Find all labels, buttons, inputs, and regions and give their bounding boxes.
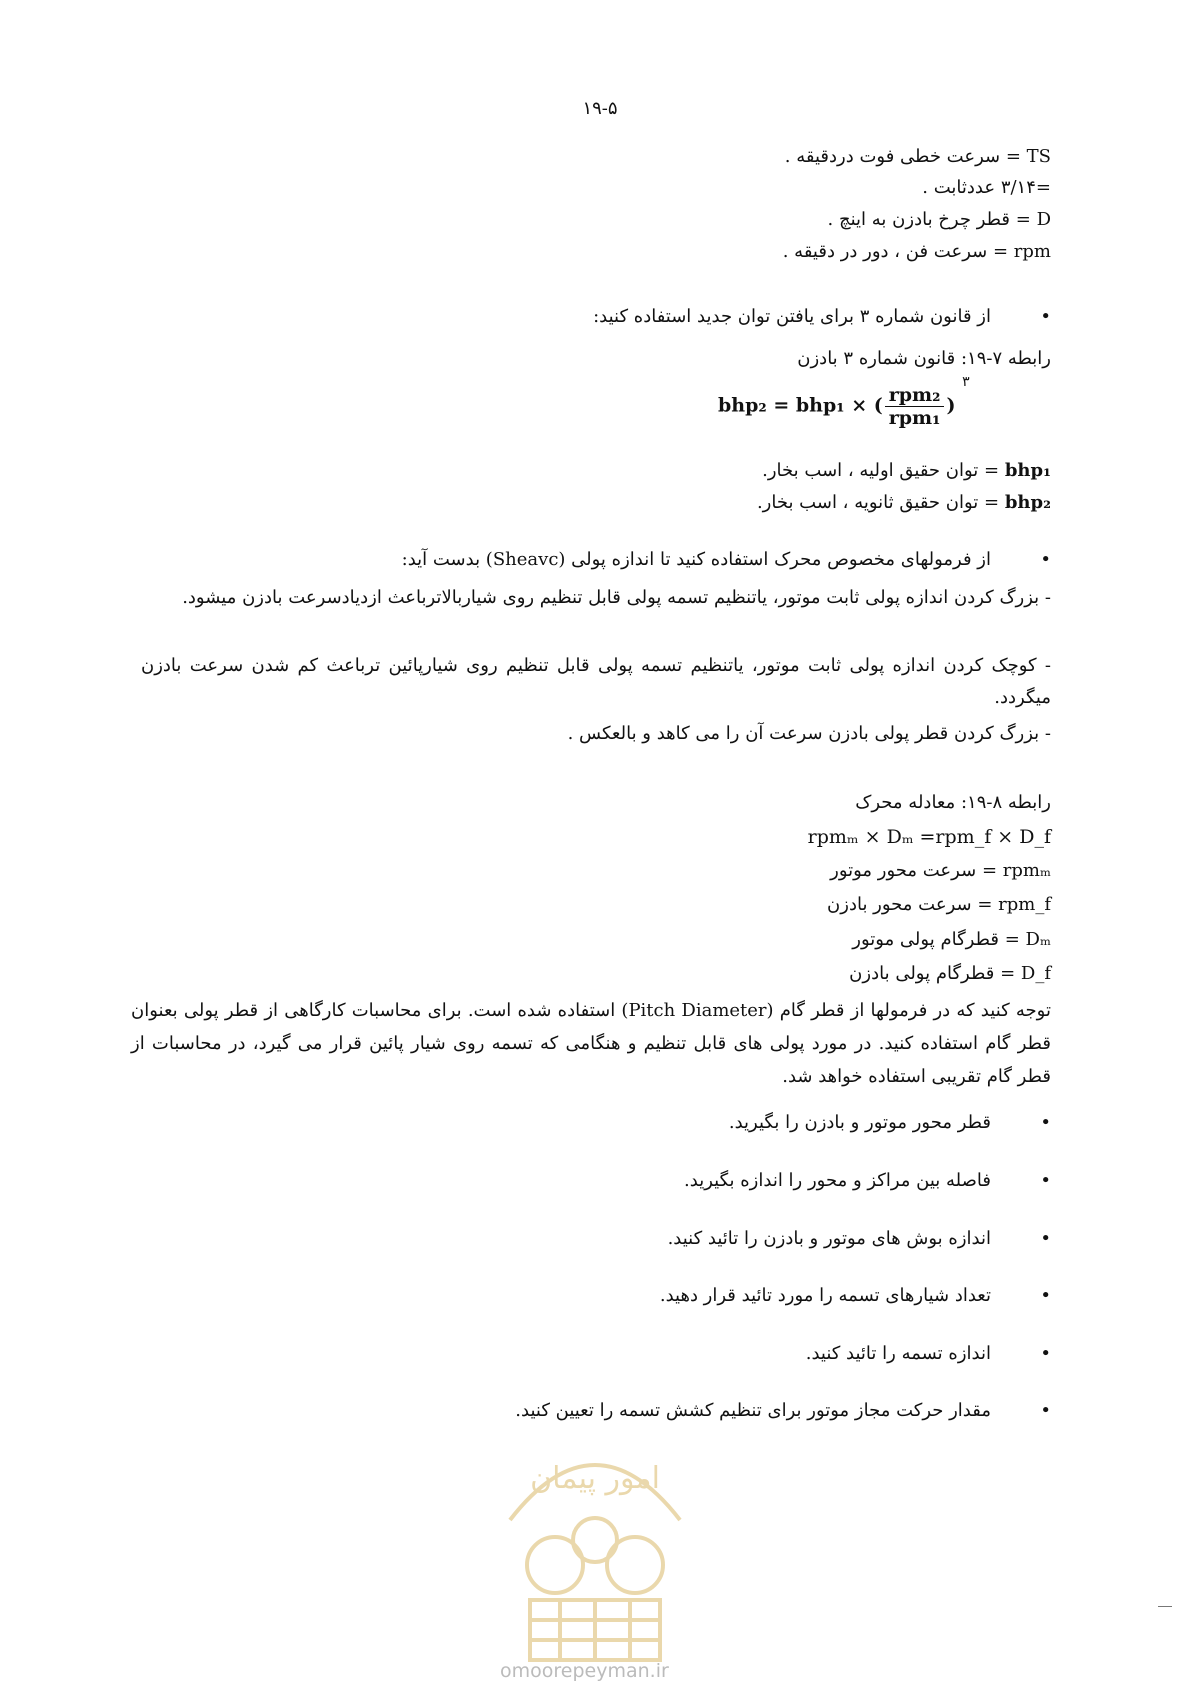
formula-exponent: ۳ [962,373,970,390]
definition-pi: =۳/۱۴ عددثابت . [922,177,1051,198]
checklist-item: • تعداد شیارهای تسمه را مورد تائید قرار دهید. [131,1281,1051,1311]
watermark-text: امور پیمان [530,1461,660,1496]
note-paragraph: توجه کنید که در فرمولها از قطر گام (Pitch Diameter) استفاده شده است. برای محاسبات کارگاهی از قطر پولی بعنوان قطر گام استفاده کنید. در مورد پولی های قابل تنظیم و هنگامی که تسمه روی شیار پائین قرار می گیرد، در محاسبات از قطر گام تقریبی استفاده خواهد شد. [131,1000,1051,1087]
watermark-logo [470,1400,720,1670]
bullet-glyph: • [1040,306,1051,327]
bullet-glyph: • [1040,1112,1051,1133]
drive-def-rpm-f: rpm_f = سرعت محور بادزن [827,894,1051,915]
definition-ts: TS = سرعت خطی فوت دردقیقه . [784,146,1051,167]
bullet-glyph: • [1040,1285,1051,1306]
edge-mark [1158,1606,1172,1607]
bullet-sheave [131,545,1051,575]
checklist-item: • قطر محور موتور و بادزن را بگیرید. [131,1108,1051,1138]
bullet-glyph: • [1040,1343,1051,1364]
bullet-glyph: • [1040,1228,1051,1249]
bhp2-definition: bhp₂ = توان حقیق ثانویه ، اسب بخار. [756,492,1051,513]
dash-item-3: - بزرگ کردن قطر پولی بادزن سرعت آن را می کاهد و بالعکس . [567,723,1051,744]
page-number: ۱۹-۵ [582,98,618,119]
checklist-item: • مقدار حرکت مجاز موتور برای تنظیم کشش تسمه را تعیین کنید. [131,1396,1051,1426]
formula-numerator: rpm₂ [885,384,945,407]
bullet-sheave-text: از فرمولهای مخصوص محرک استفاده کنید تا اندازه پولی (Sheavc) بدست آید: [401,549,991,570]
definition-d: D = قطر چرخ بادزن به اینچ . [827,209,1051,230]
drive-def-d-f: D_f = قطرگام پولی بادزن [849,963,1051,984]
drive-def-rpm-m: rpmₘ = سرعت محور موتور [830,860,1051,881]
checklist-item: • فاصله بین مراکز و محور را اندازه بگیرید. [131,1166,1051,1196]
bullet-glyph: • [1040,549,1051,570]
drive-def-d-m: Dₘ = قطرگام پولی موتور [852,929,1051,950]
bullet-glyph: • [1040,1400,1051,1421]
definition-rpm: rpm = سرعت فن ، دور در دقیقه . [782,241,1051,262]
checklist-item: • اندازه تسمه را تائید کنید. [131,1339,1051,1369]
formula-fraction [885,384,945,429]
dash-item-1: - بزرگ کردن اندازه پولی ثابت موتور، یاتنظیم تسمه پولی قابل تنظیم روی شیاربالاترباعث ازدیادسرعت بادزن میشود. [182,587,1051,608]
formula-denominator: rpm₁ [888,407,941,429]
formula-open-paren: ( [873,394,883,417]
gear-icon [573,1518,617,1562]
relation-8-title: رابطه ۸-۱۹: معادله محرک [855,792,1051,813]
formula-lhs: bhp₂ = [718,394,790,417]
formula-close-paren: ) [946,394,956,417]
checklist-item: • اندازه بوش های موتور و بادزن را تائید کنید. [131,1224,1051,1254]
bhp1-definition: bhp₁ = توان حقیق اولیه ، اسب بخار. [762,460,1051,481]
formula-drive: rpmₘ × Dₘ =rpm_f × D_f [807,826,1051,848]
bullet-glyph: • [1040,1170,1051,1191]
bullet-law3 [131,302,1051,332]
dash-item-2: - کوچک کردن اندازه پولی ثابت موتور، یاتنظیم تسمه پولی قابل تنظیم روی شیارپائین ترباعث کم شدن سرعت بادزن میگردد. [141,655,1051,708]
relation-7-title: رابطه ۷-۱۹: قانون شماره ۳ بادزن [797,348,1051,369]
watermark-url: omoorepeyman.ir [500,1660,669,1682]
formula-mid: bhp₁ × [795,394,868,417]
bullet-law3-text: از قانون شماره ۳ برای یافتن توان جدید استفاده کنید: [593,306,991,327]
formula-law3 [718,373,970,429]
